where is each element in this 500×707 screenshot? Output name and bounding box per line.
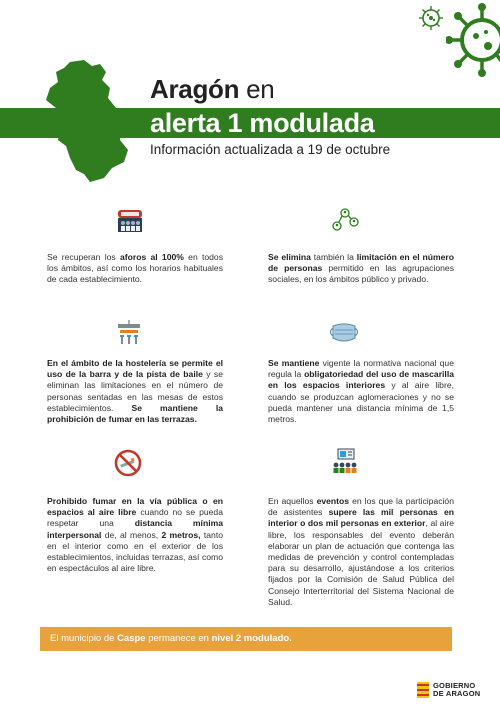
block-hosteleria: En el ámbito de la hostelería se permite el uso de la barra y de la pista de baile y se eliminan las limitaciones en el número de personas sentadas en las mesas de estos establecimientos. Se mantiene la prohibición de fumar en las terrazas.	[47, 358, 223, 425]
block-fumar: Prohibido fumar en la vía pública o en espacios al aire libre cuando no se pueda respetar una distancia mínima interpersonal de, al menos, 2 metros, tanto en el interior como en el exterior de los establecimientos, incluidas terrazas, así como en espectáculos al aire libre.	[47, 496, 224, 574]
virus-small-icon	[417, 4, 445, 32]
theater-seats-icon	[115, 206, 145, 236]
face-mask-icon	[327, 318, 361, 348]
gobierno-aragon-logo	[417, 682, 480, 698]
alert-level-title: alerta 1 modulada	[150, 108, 375, 138]
title-light: en	[246, 74, 275, 104]
no-smoking-icon	[113, 448, 143, 478]
block-mascarilla: Se mantiene vigente la normativa nacional que regula la obligatoriedad del uso de mascarilla en los espacios interiores y al aire libre, cuando se produzcan aglomeraciones y no se pueda mantener una distancia mínima de 1,5 metros.	[268, 358, 454, 425]
aragon-map-icon	[40, 58, 152, 184]
virus-large-icon	[446, 0, 500, 86]
caspe-banner: El municipio de Caspe permanece en nivel 2 modulado.	[40, 627, 452, 651]
block-aforos: Se recuperan los aforos al 100% en todos los ámbitos, así como los horarios habituales de cada establecimiento.	[47, 252, 224, 285]
event-audience-icon	[330, 446, 360, 476]
people-network-icon	[330, 206, 360, 236]
title-bold: Aragón	[150, 74, 240, 104]
aragon-flag-icon	[417, 682, 429, 698]
page-title	[150, 74, 274, 105]
block-eventos: En aquellos eventos en los que la participación de asistentes supere las mil personas en interior o dos mil personas en exterior, al aire libre, los responsables del evento deberán elaborar un plan de actuación que contenga las medidas de prevención y control contempladas para su desarrollo, ajustándose a los criterios fijados por la Comisión de Salud Pública del Consejo Interterritorial del Sistema Nacional de Salud.	[268, 496, 455, 607]
update-subtitle: Información actualizada a 19 de octubre	[150, 142, 391, 157]
bar-counter-icon	[114, 318, 144, 348]
logo-text: GOBIERNO DE ARAGON	[433, 681, 481, 698]
block-limitacion: Se elimina también la limitación en el número de personas permitido en las agrupaciones sociales, en los ámbitos público y privado.	[268, 252, 454, 285]
